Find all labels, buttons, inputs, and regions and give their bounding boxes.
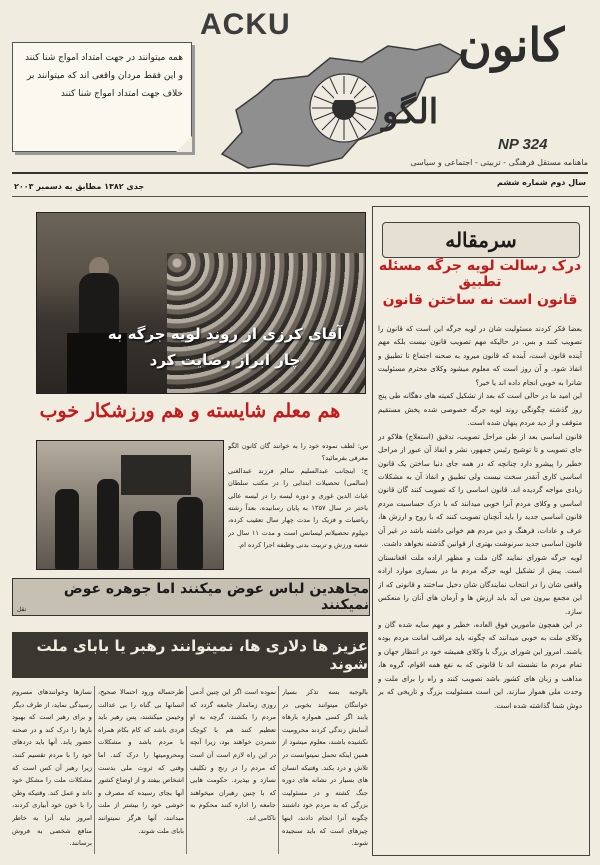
interview-headline: هم معلم شایسته و هم ورزشکار خوب	[39, 400, 341, 422]
editorial-paragraph: این امید ما در حالی است که بعد از تشکیل کمیته های دهگانه طی پنج روز گذشته چگونگی روند لویه جرگه خصوصی شده پخش مستقیم متوقف و از دید مردم پنهان شده است.	[378, 391, 582, 428]
column-divider	[186, 686, 187, 854]
editorial-headline-line2: قانون است نه ساختن قانون	[382, 292, 578, 308]
issue-number: سال دوم شماره ششم	[497, 178, 586, 187]
column-divider	[278, 686, 279, 854]
mujahedin-banner	[12, 578, 370, 616]
newspaper-subtitle: ماهنامه مستقل فرهنگی - تربیتی - اجتماعی و سیاسی	[410, 158, 588, 167]
interview-answer: ج: اینجانب عبدالسلیم سالم فرزند عبدالغنی (سالمی) تحصیلات ابتدایی را در مکتب سلطان غیاث الدین غوری و دوره لیسه را در لیسه عالی باختر در سال ۱۳۵۷ به پایان رسانیده، بعداً رشته ریاضیات و فزیک را مدت چهار سال تعقیب کرده، دیپلوم تحصیلاتم لیسانس است و مدت ۱۱ سال در شعبه ورزش و تربیت بدنی وظیفه اجرا کرده ام.	[228, 466, 368, 550]
editorial-label: سرمقاله	[445, 228, 517, 252]
newspaper-title: کانون	[458, 18, 565, 72]
person-image	[133, 511, 161, 569]
acku-stamp: ACKU	[200, 8, 291, 41]
person-image	[97, 479, 119, 569]
masthead-rule	[12, 172, 588, 174]
quote-text: همه میتوانند در جهت امتداد امواج شنا کنند و این فقط مردان واقعی اند که میتوانند بر خلاف جهت امتداد امواج شنا کنند	[24, 53, 183, 99]
interview-body	[228, 440, 368, 568]
editorial-paragraph: قانون اساسی بعد از طی مراحل تصویب، تدقیق (استعلاج) هلاکو در جای تصویب و تا توشیح رئیس جمهور، نشر و انفاذ آن عبور از مراحل خطیر را پیشرو دارد چنانچه که در همه جای دنیا ساختن یک قانون اساسی کاری آنقدر سخت نیست ولی تطبیق و انفاذ آن به مشکلات زیادی مواجه گردیده اند. قانون اساسی را که تصویب کنند گان قانون اساسی و وکلای مردم آنرا خوبی میدانند که با درک حساسیت مردم قانون اساسی جدید را باید آنچنان تصویب کنند که با روح و ارزش ها، عرف و عادات، فرهنگ و دین مردم هم خوانی داشته باشد در غیر آن قانون اساسی جدید سرنوشت بهتری از قوانین گذشته نخواهد داشت.	[378, 431, 582, 549]
editorial-paragraph: لویه جرگه شورای نمایند گان ملت و مظهر اراده ملت افغانستان است. پیش از تشکیل لویه جرگه مردم ما در بسیاری موارد اراده واقعی شان را در انتخاب نمایندگان شان دخیل ساختند و قانونی که از این مجمع بیرون می آید باید ارزش ها و آرمان های آنان را منعکس سازد.	[378, 552, 582, 616]
dear-ones-banner-text: عزیز ها دلاری ها، نمیتوانند رهبر یا بابای ملت شوند	[36, 637, 368, 673]
article-column-3: ظرحساله ورود احتمالا صحیح، انسانها بی گناه را بی عدالت وخیمن میکشند، پس رهبر باید فردی باشد که کام بکام همراه با مردم باشد و مشکلات ومحرومیتها را درک کند. اما وقتی که ثروت ملی بدست اشخاص بیفتد و از اوضاع کشور آنها بجای رسیده که مصرف و خوشی خود را بیشتر از ملت میدانند، آنها هرگز نمیتوانند بابای ملت شوند.	[98, 688, 184, 835]
quote-box	[12, 42, 192, 152]
dear-ones-banner	[12, 632, 368, 678]
lead-photo-caption: آقای کرزی از روند لویه جرگه به چار ابراز رضایت کرد	[107, 325, 343, 369]
editorial-body	[378, 322, 582, 850]
editorial-paragraph: در این همچون مامورین فوق العاده، خطیر و مهم سایه شده گان و وکلای ملت به خوبی میدانند که چگونه باید مراقب امانت مردم بوده باشند. امروز این شورای بزرگ با وکلای همیشه خود در انتظار جهان و تمام مردم ما نشسته اند تا قانونی که به نفع همه اقوام، گروه ها، مذاهب و زبان های کشور باشد تصویب کنند و راه را برای ملت و وحدت ملی هموار سازند. این است مسئولیت بزرگ و تاریخی که بر دوش شما گذاشته شده است.	[378, 619, 582, 710]
mujahedin-banner-source: نقل	[17, 606, 27, 613]
blackboard-image	[121, 455, 191, 495]
editorial-headline-line1: درک رسالت لویه جرگه مسئله تطبیق	[378, 258, 582, 290]
issue-date: جدی ۱۳۸۲ مطابق به دسمبر ۲۰۰۳	[14, 182, 145, 191]
editorial-paragraph: بعضا فکر کردند مسئولیت شان در لویه جرگه این است که قانون را تصویب کنند و بس. در حالیکه مهم تصویب قانون نیست بلکه مهم آینده قانون است، آینده که قانون میرود به صحنه اجتماع تا تطبیق و انفاذ شود. و آن روز است که معلوم میشود وکلای محترم مسئولیت شانرا به خوبی انجام داده اند یا خیر؟	[378, 324, 582, 387]
person-image	[55, 489, 79, 569]
article-column-2: نموده است اگر این چنین آدمی روزی زمامدار جامعه گردد که مردم را بکشند، گرچه به او تعظیم کنند هم با کوچک شمردن خواهند بود، زیرا آنچه در این راه لازم است آن است که مردم را در رنج و تکلیف نسازد و بپذیرد. حکومت هایی که با چنین رهبران میخواهند جامعه را اداره کنند محکوم به ناکامی اند.	[190, 688, 276, 822]
column-divider	[94, 686, 95, 854]
date-rule	[12, 196, 588, 197]
newspaper-title-secondary: الگو	[382, 92, 439, 132]
person-image	[177, 497, 203, 569]
interview-photo	[36, 440, 224, 570]
page-curl-icon	[176, 136, 192, 152]
article-column-4: نسازها وخوانندهای مسروم رسیدگی نماید، از طرف دیگر و برای رهبر است که بهبود بارها را درک کند و در صحنه حضور یابد. آنها باید دردهای خود را با مردم تقسیم کنند، زیرا رهبر آن کس است که مشکلات ملت را مشکل خود داند و عمل کند. وقتیکه وطن را با خون خود آبیاری کردند، امروز نباید آنرا به خاطر منافع شخصی به فروش برسانند.	[12, 688, 92, 848]
lead-photo	[36, 212, 366, 394]
editorial-banner	[382, 222, 580, 258]
interview-question: س: لطف نموده خود را به خوانند گان کانون الگو معرفی بفرمائید؟	[228, 442, 368, 463]
catalog-number: NP 324	[498, 136, 548, 153]
mujahedin-banner-text: مجاهدین لباس عوض میکنند اما جوهره عوض نمیکنند	[63, 581, 369, 613]
article-column-1: بالوجبه بسه تذکر بسیار خواننگان میتوانند بخوبی در یابند اگر کسی همواره بارهاه آسایش زندگی کردند محرومیت نکشیده باشند، معلوم میشود از همین اینکه تحمل نمیتوانست در تلاش و درد بکند. وقتیکه انسان های بسیار در نشانه های دوره جنگ کشته و در مسئولیت بزرگی که به مردم خود داشتند چگونه آنرا انجام دادند، اینها چیزهای است که باید سنجیده شوند.	[282, 688, 368, 848]
